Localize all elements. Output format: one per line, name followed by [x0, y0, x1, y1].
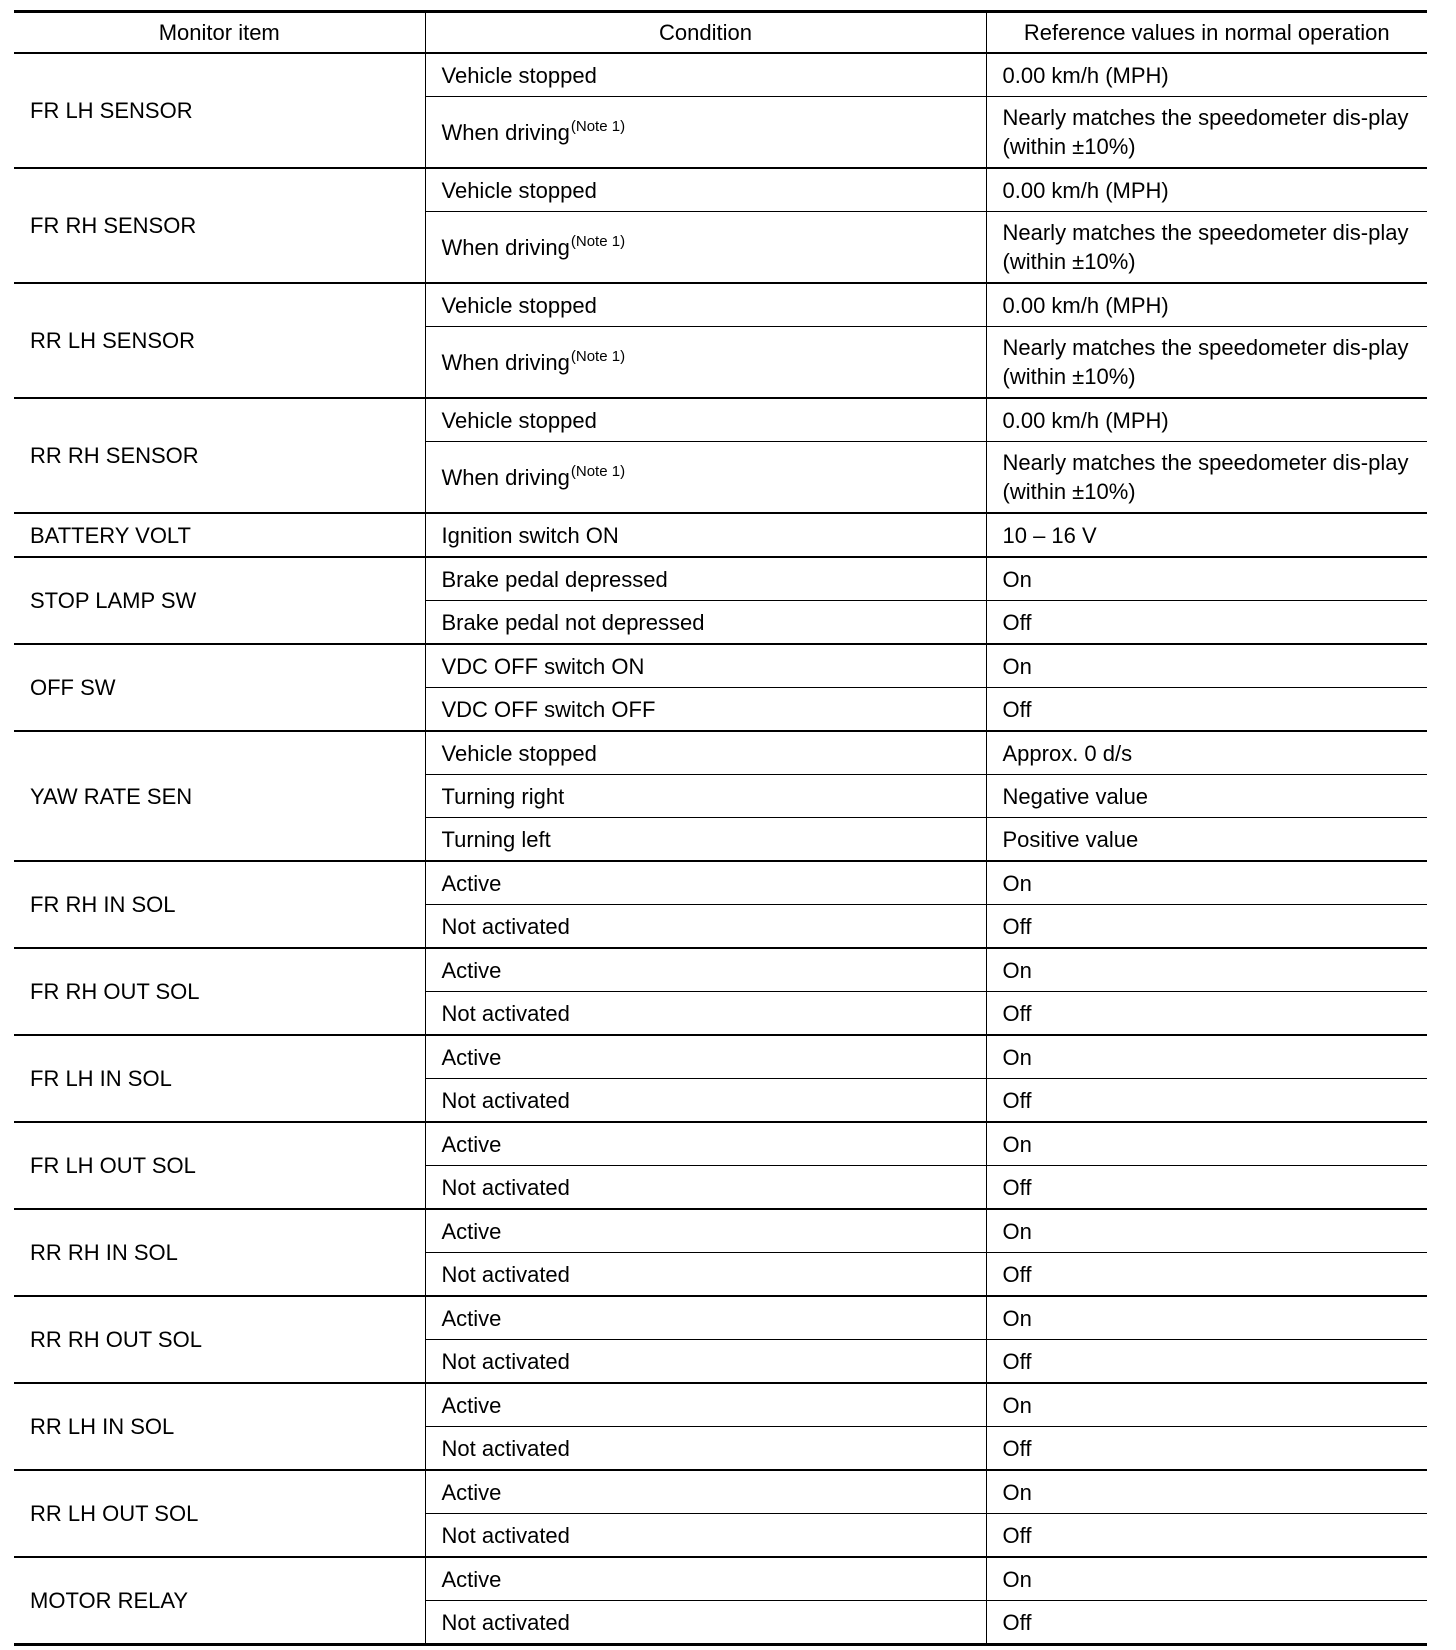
condition-cell: [425, 398, 986, 442]
condition-cell: [425, 775, 986, 818]
reference-value-cell: 0.00 km/h (MPH): [986, 53, 1427, 97]
condition-text: Not activated: [441, 1261, 570, 1287]
condition-cell: [425, 1035, 986, 1079]
monitor-item-cell: FR LH SENSOR: [14, 53, 425, 168]
reference-value-cell: On: [986, 1035, 1427, 1079]
reference-value-cell: Approx. 0 d/s: [986, 731, 1427, 775]
monitor-item-cell: STOP LAMP SW: [14, 557, 425, 644]
condition-cell: [425, 1601, 986, 1645]
condition-text: Turning right: [441, 783, 565, 809]
monitor-item-cell: RR RH IN SOL: [14, 1209, 425, 1296]
header-condition: Condition: [425, 12, 986, 54]
reference-value-cell: On: [986, 644, 1427, 688]
monitor-item-cell: FR RH OUT SOL: [14, 948, 425, 1035]
condition-cell: [425, 948, 986, 992]
table-row: [14, 1557, 1427, 1601]
table-row: [14, 1296, 1427, 1340]
monitor-item-cell: RR LH IN SOL: [14, 1383, 425, 1470]
condition-text: Active: [441, 1479, 502, 1505]
monitor-item-cell: FR RH IN SOL: [14, 861, 425, 948]
note-reference: (Note 1): [570, 347, 626, 365]
condition-cell: [425, 1470, 986, 1514]
reference-value-cell: Off: [986, 1253, 1427, 1297]
condition-text: Not activated: [441, 1522, 570, 1548]
table-row: [14, 1122, 1427, 1166]
condition-text: Not activated: [441, 913, 570, 939]
reference-value-cell: Positive value: [986, 818, 1427, 862]
condition-text: Vehicle stopped: [441, 177, 597, 203]
condition-text: Active: [441, 1566, 502, 1592]
reference-value-cell: Off: [986, 688, 1427, 732]
reference-value-cell: 0.00 km/h (MPH): [986, 283, 1427, 327]
condition-cell: [425, 212, 986, 284]
condition-cell: [425, 97, 986, 169]
reference-value-cell: Off: [986, 601, 1427, 645]
condition-cell: [425, 1427, 986, 1471]
condition-text: Vehicle stopped: [441, 292, 597, 318]
condition-cell: [425, 1079, 986, 1123]
condition-cell: [425, 818, 986, 862]
condition-cell: [425, 1209, 986, 1253]
reference-value-cell: On: [986, 1557, 1427, 1601]
monitor-item-cell: OFF SW: [14, 644, 425, 731]
reference-value-cell: On: [986, 1470, 1427, 1514]
condition-cell: [425, 283, 986, 327]
monitor-item-cell: RR RH OUT SOL: [14, 1296, 425, 1383]
condition-text: VDC OFF switch OFF: [441, 696, 656, 722]
condition-text: Active: [441, 1392, 502, 1418]
condition-cell: [425, 1557, 986, 1601]
reference-value-cell: Off: [986, 992, 1427, 1036]
condition-text: When driving: [441, 119, 570, 145]
note-reference: (Note 1): [570, 117, 626, 135]
table-row: [14, 948, 1427, 992]
reference-value-cell: Off: [986, 1514, 1427, 1558]
condition-text: Not activated: [441, 1174, 570, 1200]
reference-value-cell: Nearly matches the speedometer dis-play (within ±10%): [986, 327, 1427, 399]
condition-cell: [425, 1296, 986, 1340]
reference-value-cell: On: [986, 1209, 1427, 1253]
condition-cell: [425, 992, 986, 1036]
reference-value-cell: On: [986, 948, 1427, 992]
table-row: [14, 168, 1427, 212]
condition-text: Not activated: [441, 1348, 570, 1374]
monitor-item-cell: MOTOR RELAY: [14, 1557, 425, 1645]
condition-cell: [425, 327, 986, 399]
note-reference: (Note 1): [570, 232, 626, 250]
reference-value-cell: Nearly matches the speedometer dis-play (within ±10%): [986, 97, 1427, 169]
reference-value-cell: Off: [986, 1340, 1427, 1384]
reference-value-cell: On: [986, 1383, 1427, 1427]
condition-text: Active: [441, 1305, 502, 1331]
table-row: [14, 1209, 1427, 1253]
condition-cell: [425, 1166, 986, 1210]
table-header: [14, 12, 1427, 54]
condition-text: VDC OFF switch ON: [441, 653, 645, 679]
monitor-item-cell: FR RH SENSOR: [14, 168, 425, 283]
reference-value-cell: On: [986, 1122, 1427, 1166]
condition-text: Ignition switch ON: [441, 522, 619, 548]
table-row: [14, 644, 1427, 688]
table-row: [14, 1035, 1427, 1079]
monitor-item-cell: YAW RATE SEN: [14, 731, 425, 861]
condition-cell: [425, 1514, 986, 1558]
note-reference: (Note 1): [570, 462, 626, 480]
condition-cell: [425, 513, 986, 557]
condition-cell: [425, 442, 986, 514]
condition-cell: [425, 1122, 986, 1166]
monitor-item-cell: FR LH OUT SOL: [14, 1122, 425, 1209]
reference-value-cell: Off: [986, 905, 1427, 949]
monitor-item-cell: FR LH IN SOL: [14, 1035, 425, 1122]
reference-value-cell: 10 – 16 V: [986, 513, 1427, 557]
condition-text: Active: [441, 1218, 502, 1244]
condition-cell: [425, 861, 986, 905]
condition-text: Not activated: [441, 1609, 570, 1635]
table-row: [14, 398, 1427, 442]
condition-text: When driving: [441, 349, 570, 375]
reference-value-cell: Nearly matches the speedometer dis-play (within ±10%): [986, 442, 1427, 514]
condition-cell: [425, 688, 986, 732]
condition-text: Not activated: [441, 1087, 570, 1113]
condition-cell: [425, 644, 986, 688]
reference-value-cell: Off: [986, 1079, 1427, 1123]
condition-cell: [425, 53, 986, 97]
condition-cell: [425, 905, 986, 949]
condition-text: Turning left: [441, 826, 551, 852]
table-row: [14, 731, 1427, 775]
monitor-item-cell: BATTERY VOLT: [14, 513, 425, 557]
table-row: [14, 1470, 1427, 1514]
header-reference-values: Reference values in normal operation: [986, 12, 1427, 54]
condition-cell: [425, 1340, 986, 1384]
table-body: [14, 53, 1427, 1645]
condition-text: Active: [441, 957, 502, 983]
condition-text: Active: [441, 870, 502, 896]
table-row: [14, 513, 1427, 557]
condition-cell: [425, 1253, 986, 1297]
reference-value-cell: Off: [986, 1166, 1427, 1210]
header-row: [14, 12, 1427, 54]
condition-text: Not activated: [441, 1435, 570, 1461]
header-monitor-item: Monitor item: [14, 12, 425, 54]
monitor-item-cell: RR LH SENSOR: [14, 283, 425, 398]
reference-value-cell: On: [986, 1296, 1427, 1340]
condition-cell: [425, 1383, 986, 1427]
condition-text: When driving: [441, 464, 570, 490]
condition-cell: [425, 731, 986, 775]
reference-value-cell: On: [986, 557, 1427, 601]
table-row: [14, 283, 1427, 327]
condition-cell: [425, 557, 986, 601]
condition-text: Active: [441, 1131, 502, 1157]
reference-value-cell: Off: [986, 1427, 1427, 1471]
table-row: [14, 557, 1427, 601]
condition-cell: [425, 601, 986, 645]
condition-text: Active: [441, 1044, 502, 1070]
table-row: [14, 1383, 1427, 1427]
condition-text: Brake pedal not depressed: [441, 609, 705, 635]
reference-value-cell: Negative value: [986, 775, 1427, 818]
condition-text: Vehicle stopped: [441, 407, 597, 433]
reference-value-cell: Off: [986, 1601, 1427, 1645]
monitor-item-cell: RR RH SENSOR: [14, 398, 425, 513]
reference-value-cell: On: [986, 861, 1427, 905]
table-row: [14, 53, 1427, 97]
condition-text: Brake pedal depressed: [441, 566, 668, 592]
condition-text: Not activated: [441, 1000, 570, 1026]
condition-text: When driving: [441, 234, 570, 260]
condition-text: Vehicle stopped: [441, 740, 597, 766]
reference-values-table: [14, 10, 1427, 1646]
table-row: [14, 861, 1427, 905]
condition-text: Vehicle stopped: [441, 62, 597, 88]
condition-cell: [425, 168, 986, 212]
monitor-item-cell: RR LH OUT SOL: [14, 1470, 425, 1557]
reference-value-cell: 0.00 km/h (MPH): [986, 168, 1427, 212]
reference-value-cell: Nearly matches the speedometer dis-play (within ±10%): [986, 212, 1427, 284]
reference-value-cell: 0.00 km/h (MPH): [986, 398, 1427, 442]
